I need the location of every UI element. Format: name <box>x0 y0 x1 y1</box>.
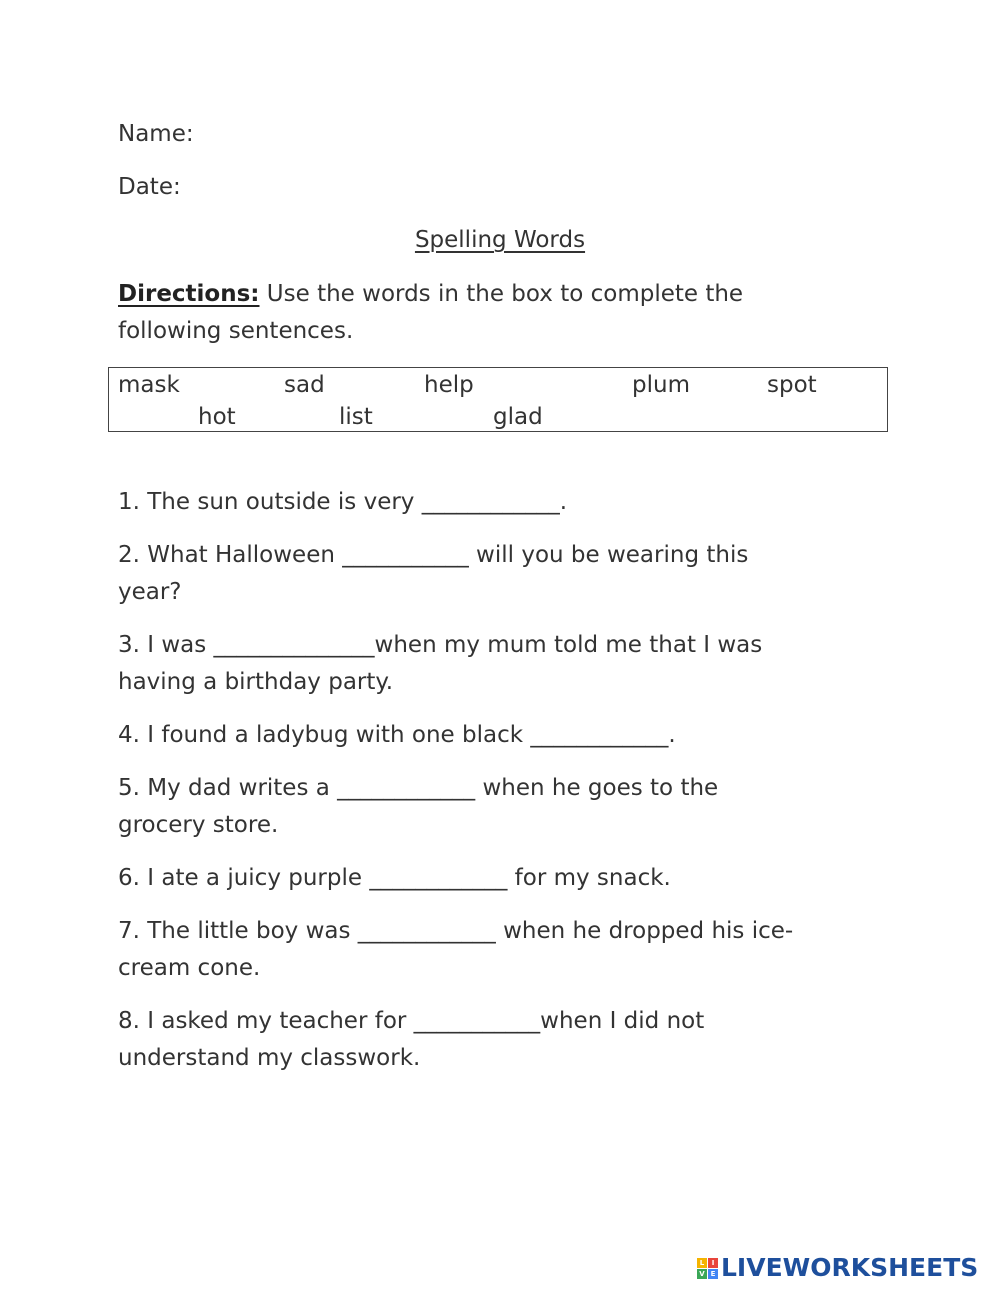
directions-text: Use the words in the box to complete the <box>259 281 744 307</box>
word-bank-word: glad <box>493 404 543 430</box>
question-line: 1. The sun outside is very ____________. <box>118 489 568 515</box>
question-line: 4. I found a ladybug with one black ____________. <box>118 722 676 748</box>
question-line: cream cone. <box>118 955 261 981</box>
question-8 <box>118 1003 878 1077</box>
directions-label: Directions: <box>118 281 260 307</box>
date-label: Date: <box>118 174 181 200</box>
question-5 <box>118 770 878 844</box>
word-bank-word: help <box>424 372 474 398</box>
question-line: 6. I ate a juicy purple ____________ for my snack. <box>118 865 671 891</box>
question-line: understand my classwork. <box>118 1045 421 1071</box>
question-3 <box>118 627 878 701</box>
name-label: Name: <box>118 121 194 147</box>
question-line: grocery store. <box>118 812 279 838</box>
logo-text: LIVEWORKSHEETS <box>721 1253 979 1282</box>
logo-tile: I <box>708 1258 718 1268</box>
question-6 <box>118 860 878 897</box>
question-1 <box>118 484 878 521</box>
word-bank-word: plum <box>632 372 690 398</box>
question-line: 7. The little boy was ____________ when he dropped his ice- <box>118 918 794 944</box>
question-line: 5. My dad writes a ____________ when he goes to the <box>118 775 719 801</box>
question-4 <box>118 717 878 754</box>
word-bank-word: hot <box>198 404 236 430</box>
question-7 <box>118 913 878 987</box>
logo-tile: L <box>697 1258 707 1268</box>
page-title: Spelling Words <box>414 227 586 253</box>
logo-tiles-icon <box>697 1258 718 1279</box>
liveworksheets-logo <box>697 1253 978 1283</box>
word-bank-word: list <box>339 404 373 430</box>
word-bank-word: sad <box>284 372 325 398</box>
question-line: 8. I asked my teacher for ___________when I did not <box>118 1008 705 1034</box>
logo-tile: E <box>708 1269 718 1279</box>
word-bank-word: spot <box>767 372 817 398</box>
directions-line-2: following sentences. <box>118 318 354 344</box>
word-bank-word: mask <box>118 372 180 398</box>
directions-line-1 <box>118 276 743 313</box>
question-line: 3. I was ______________when my mum told me that I was <box>118 632 763 658</box>
question-2 <box>118 537 878 611</box>
question-line: having a birthday party. <box>118 669 394 695</box>
logo-tile: V <box>697 1269 707 1279</box>
question-line: year? <box>118 579 182 605</box>
question-line: 2. What Halloween ___________ will you be wearing this <box>118 542 749 568</box>
word-bank-box <box>108 367 888 432</box>
